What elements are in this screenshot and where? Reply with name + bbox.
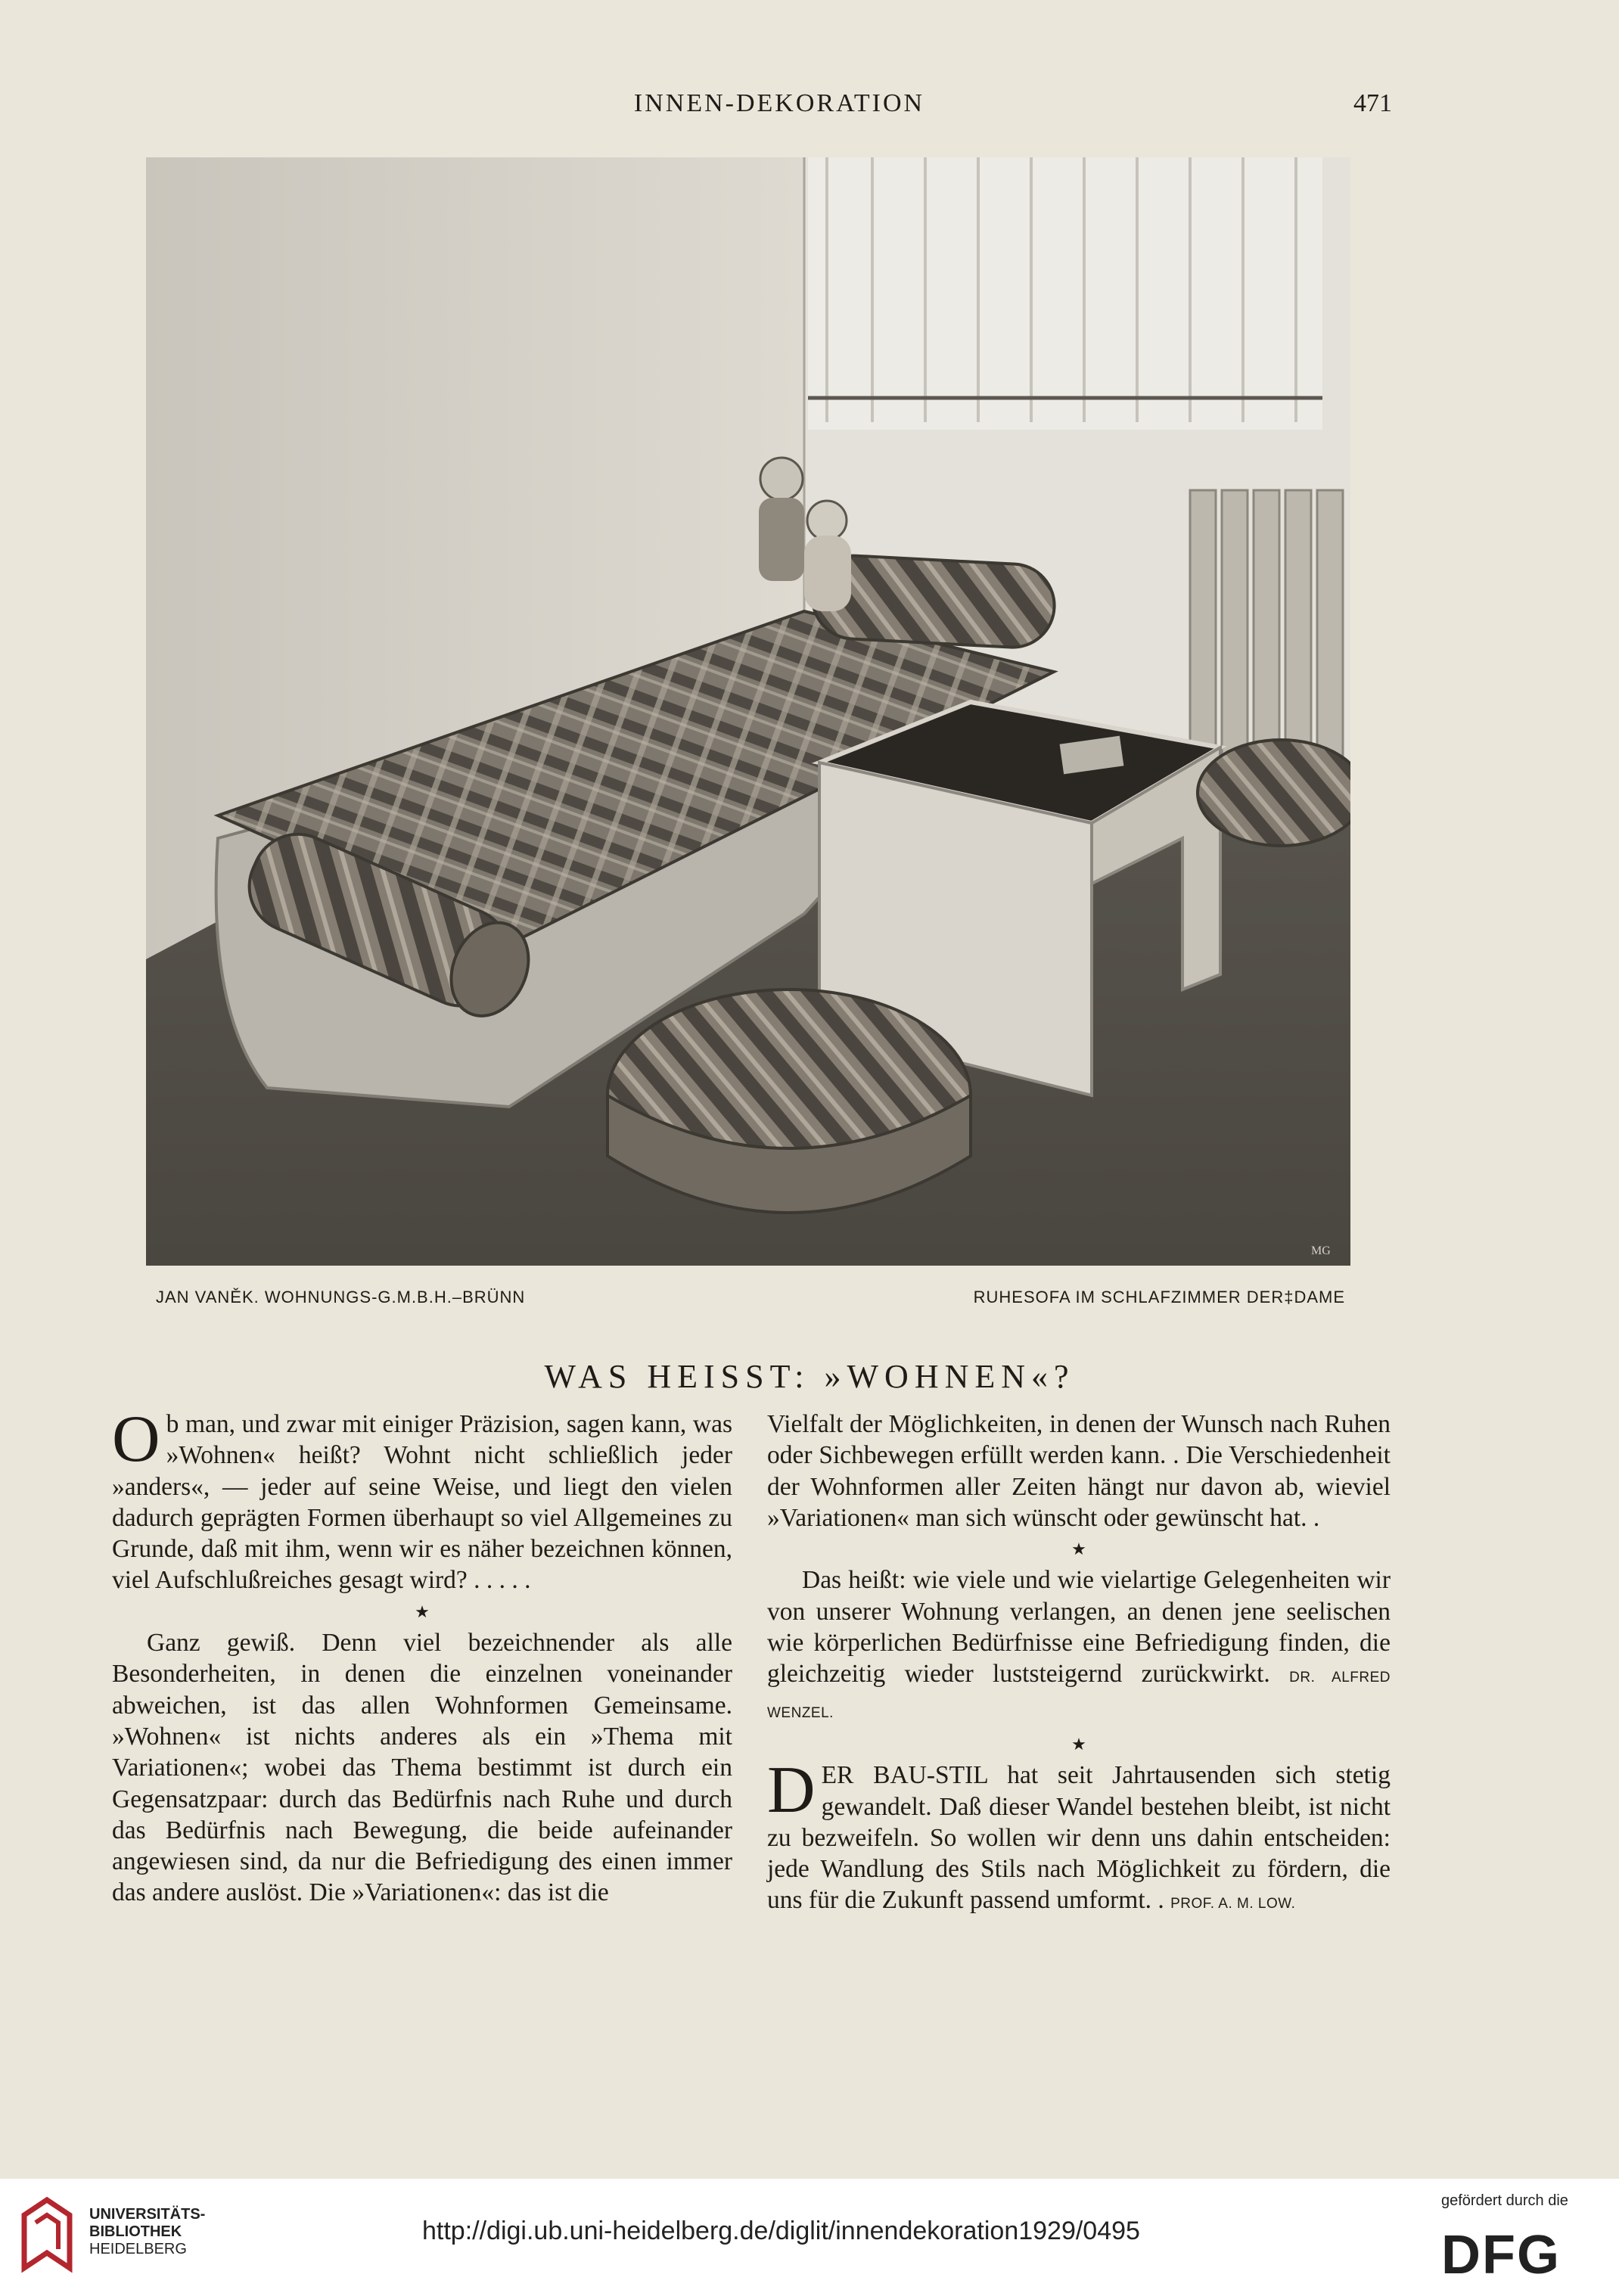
author-signature: PROF. A. M. LOW. — [1170, 1896, 1296, 1912]
photo-caption — [0, 1288, 1619, 1315]
paragraph: Ganz gewiß. Denn viel bezeichnender als alle Besonderheiten, in denen die einzelnen voneinander abweichen, ist das allen Wohnformen Gemeinsame. »Wohnen« ist nichts anderes als ein »Thema mit Variationen«; wobei das Thema bestimmt ist durch ein Gegensatzpaar: durch das Bedürfnis nach Ruhe und durch das Bedürfnis nach Bewegung, die beide aufeinander angewiesen sind, da nur die Befriedigung des einen immer das andere auslöst. Die »Variationen«: das ist die — [112, 1629, 732, 1907]
library-name — [89, 2206, 205, 2258]
paragraph — [112, 1403, 732, 1596]
caption-credit: JAN VANĚK. WOHNUNGS-G.M.B.H.–BRÜNN — [156, 1288, 526, 1306]
dfg-logo: DFG — [1441, 2225, 1561, 2285]
page-number: 471 — [1353, 89, 1392, 117]
drop-cap: O — [112, 1403, 160, 1476]
paragraph-text: Das heißt: wie viele und wie vielartige Gelegenheiten wir von unserer Wohnung verlangen, an denen jene seelischen wie körperlichen Bedürfnisse eine Befriedigung finden, die gleichzeitig wieder luststeigernd zurückwirkt. — [767, 1566, 1391, 1689]
paragraph — [767, 1564, 1391, 1728]
photographer-monogram: MG — [1311, 1244, 1331, 1257]
journal-title: INNEN-DEKORATION — [633, 89, 925, 117]
paragraph-text: b man, und zwar mit einiger Präzision, sagen kann, was »Wohnen« heißt? Wohnt nicht schließlich jeder »anders«, — jeder auf seine Weise, und liegt den vielen dadurch geprägten Formen überhaupt so viel Allgemeines zu Grunde, daß mit ihm, wenn wir es näher bezeichnen können, viel Aufschlußreiches gesagt wird? . . . . . — [112, 1410, 732, 1595]
section-star: ★ — [1071, 1539, 1086, 1559]
caption-description: RUHESOFA IM SCHLAFZIMMER DER‡DAME — [973, 1288, 1345, 1306]
paragraph: Vielfalt der Möglichkeiten, in denen der Wunsch nach Ruhen oder Sichbewegen erfüllt werden kann. . Die Verschiedenheit der Wohnformen aller Zeiten hängt nur davon ab, wieviel »Variationen« man sich wünscht oder gewünscht hat. . — [767, 1410, 1391, 1532]
section-star: ★ — [415, 1602, 430, 1621]
library-logo-icon — [17, 2192, 77, 2276]
digitization-footer — [0, 2179, 1619, 2296]
library-name-line: BIBLIOTHEK — [89, 2223, 182, 2240]
section-star: ★ — [1071, 1734, 1086, 1754]
drop-cap: D — [767, 1754, 816, 1828]
article-column-right — [767, 1409, 1391, 1920]
article-column-left — [112, 1403, 732, 1909]
article-heading: WAS HEISST: »WOHNEN«? — [544, 1358, 1075, 1395]
library-name-line: HEIDELBERG — [89, 2241, 187, 2257]
paragraph — [767, 1754, 1391, 1919]
running-head — [0, 89, 1619, 124]
funding-note: gefördert durch die — [1441, 2192, 1568, 2209]
author-signature: DR. ALFRED WENZEL. — [767, 1670, 1391, 1721]
paragraph-text: ER BAU-STIL hat seit Jahrtausenden sich stetig gewandelt. Daß dieser Wandel bestehen bleibt, ist nicht zu bezweifeln. So wollen wir denn uns dahin entscheiden: jede Wandlung des Stils nach Möglichkeit zu fördern, die uns für die Zukunft passend umformt. . — [767, 1761, 1391, 1915]
library-name-line: UNIVERSITÄTS- — [89, 2206, 206, 2223]
source-url-link[interactable]: http://digi.ub.uni-heidelberg.de/diglit/innendekoration1929/0495 — [422, 2217, 1140, 2245]
daybed-photo-illustration — [146, 157, 1350, 1266]
interior-photograph — [146, 157, 1350, 1266]
